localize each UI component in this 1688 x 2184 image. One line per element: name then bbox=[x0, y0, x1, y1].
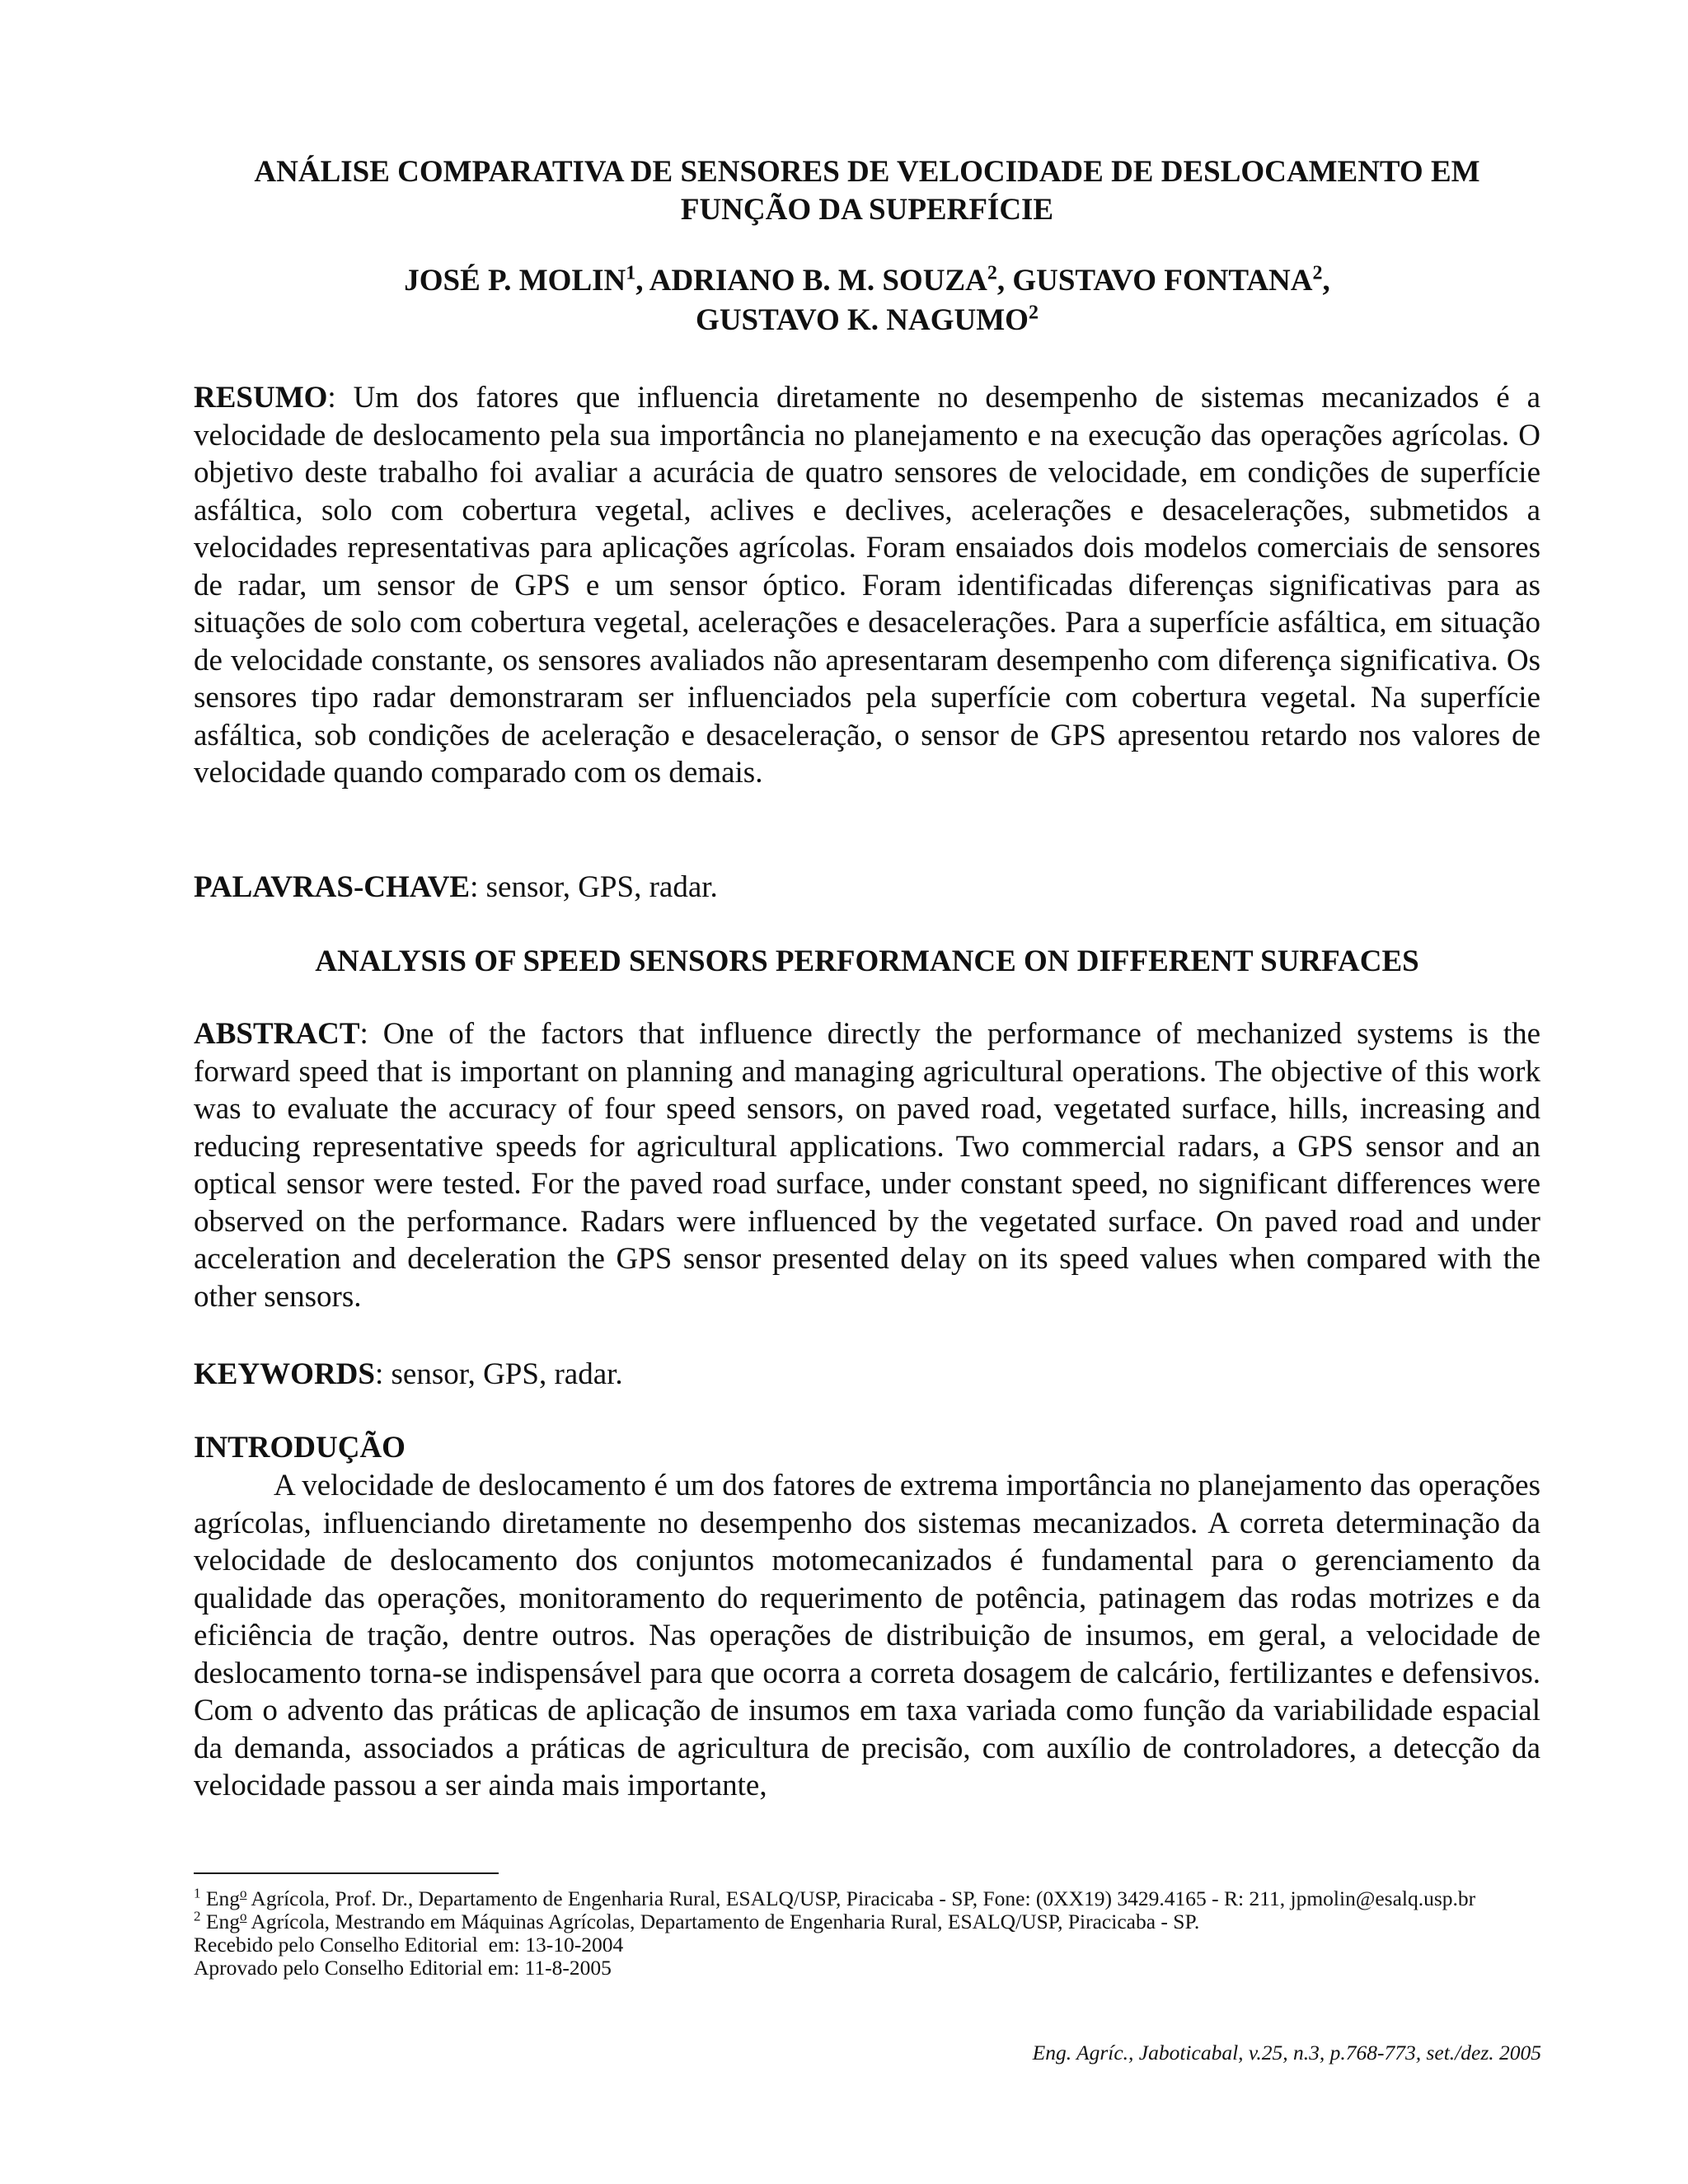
author-list bbox=[194, 261, 1540, 340]
paper-title-line-2: FUNÇÃO DA SUPERFÍCIE bbox=[680, 193, 1054, 227]
author-separator: , bbox=[996, 264, 1013, 298]
palavras-chave-label: PALAVRAS-CHAVE bbox=[194, 870, 471, 904]
author-name: ADRIANO B. M. SOUZA bbox=[649, 264, 987, 298]
author-separator: , bbox=[635, 264, 649, 298]
received-date: Recebido pelo Conselho Editorial em: 13-10-2004 bbox=[194, 1933, 624, 1957]
author-name: GUSTAVO FONTANA bbox=[1012, 264, 1313, 298]
resumo-label: RESUMO bbox=[194, 381, 328, 415]
approved-date: Aprovado pelo Conselho Editorial em: 11-8-2005 bbox=[194, 1956, 612, 1980]
footnote-ordinal: o bbox=[239, 1885, 247, 1901]
keywords-paragraph bbox=[194, 1356, 1540, 1394]
affiliation-mark: 1 bbox=[626, 262, 636, 284]
footnote-separator bbox=[194, 1872, 499, 1874]
footnote-mark: 1 bbox=[194, 1885, 201, 1901]
keywords-label: KEYWORDS bbox=[194, 1357, 375, 1391]
affiliation-mark: 2 bbox=[987, 262, 997, 284]
author-name: GUSTAVO K. NAGUMO bbox=[696, 303, 1029, 337]
affiliation-mark: 2 bbox=[1028, 302, 1039, 324]
abstract-label: ABSTRACT bbox=[194, 1017, 360, 1051]
author-line-1 bbox=[194, 261, 1540, 301]
author-line-2 bbox=[194, 301, 1540, 340]
footnote-2-text: Agrícola, Mestrando em Máquinas Agrícolas, Departamento de Engenharia Rural, ESALQ/USP, Piracicaba - SP. bbox=[246, 1910, 1200, 1933]
paper-title-line-1: ANÁLISE COMPARATIVA DE SENSORES DE VELOCIDADE DE DESLOCAMENTO EM bbox=[254, 155, 1480, 189]
footnote-ordinal: o bbox=[239, 1908, 247, 1924]
keywords-text: : sensor, GPS, radar. bbox=[374, 1357, 623, 1391]
footnote-2 bbox=[194, 1910, 1540, 1933]
introducao-heading: INTRODUÇÃO bbox=[194, 1431, 406, 1465]
abstract-text: : One of the factors that influence directly the performance of mechanized systems is the forward speed that is important on planning and managing agricultural operations. The objective of this work was to evaluate the accuracy of four speed sensors, on paved road, vegetated surface, hills, increasing and reducing representative speeds for agricultural applications. Two commercial radars, a GPS sensor and an optical sensor were tested. For the paved road surface, under constant speed, no significant differences were observed on the performance. Radars were influenced by the vegetated surface. On paved road and under acceleration and deceleration the GPS sensor presented delay on its speed values when compared with the other sensors. bbox=[194, 1017, 1540, 1314]
abstract-paragraph bbox=[194, 1015, 1540, 1315]
journal-citation: Eng. Agríc., Jaboticabal, v.25, n.3, p.768-773, set./dez. 2005 bbox=[1032, 2041, 1541, 2064]
author-name: JOSÉ P. MOLIN bbox=[404, 264, 626, 298]
footnote-1 bbox=[194, 1887, 1540, 1910]
resumo-text: : Um dos fatores que influencia diretamente no desempenho de sistemas mecanizados é a velocidade de deslocamento pela sua importância no planejamento e na execução das operações agrícolas. O objetivo deste trabalho foi avaliar a acurácia de quatro sensores de velocidade, em condições de superfície asfáltica, solo com cobertura vegetal, aclives e declives, acelerações e desacelerações, submetidos a velocidades representativas para aplicações agrícolas. Foram ensaiados dois modelos comerciais de sensores de radar, um sensor de GPS e um sensor óptico. Foram identificadas diferenças significativas para as situações de solo com cobertura vegetal, acelerações e desacelerações. Para a superfície asfáltica, em situação de velocidade constante, os sensores avaliados não apresentaram desempenho com diferença significativa. Os sensores tipo radar demonstraram ser influenciados pela superfície com cobertura vegetal. Na superfície asfáltica, sob condições de aceleração e desaceleração, o sensor de GPS apresentou retardo nos valores de velocidade quando comparado com os demais. bbox=[194, 381, 1540, 790]
footnotes bbox=[194, 1887, 1540, 1980]
footnote-mark: 2 bbox=[194, 1908, 201, 1924]
footnote-eng: Eng bbox=[205, 1910, 240, 1933]
resumo-paragraph bbox=[194, 379, 1540, 792]
affiliation-mark: 2 bbox=[1312, 262, 1323, 284]
palavras-chave-paragraph bbox=[194, 869, 1540, 907]
paper-title bbox=[194, 153, 1540, 229]
footnote-eng: Eng bbox=[205, 1886, 240, 1910]
palavras-chave-text: : sensor, GPS, radar. bbox=[470, 870, 718, 904]
author-separator: , bbox=[1322, 264, 1330, 298]
introducao-paragraph: A velocidade de deslocamento é um dos fatores de extrema importância no planejamento das operações agrícolas, influenciando diretamente no desempenho dos sistemas mecanizados. A correta determinação da velocidade de deslocamento dos conjuntos motomecanizados é fundamental para o gerenciamento da qualidade das operações, monitoramento do requerimento de potência, patinagem das rodas motrizes e da eficiência de tração, dentre outros. Nas operações de distribuição de insumos, em geral, a velocidade de deslocamento torna-se indispensável para que ocorra a correta dosagem de calcário, fertilizantes e defensivos. Com o advento das práticas de aplicação de insumos em taxa variada como função da variabilidade espacial da demanda, associados a práticas de agricultura de precisão, com auxílio de controladores, a detecção da velocidade passou a ser ainda mais importante, bbox=[194, 1469, 1540, 1802]
english-title: ANALYSIS OF SPEED SENSORS PERFORMANCE ON DIFFERENT SURFACES bbox=[315, 944, 1419, 978]
footnote-1-text: Agrícola, Prof. Dr., Departamento de Engenharia Rural, ESALQ/USP, Piracicaba - SP, Fone: (0XX19) 3429.4165 - R: 211, jpmolin@esalq.usp.br bbox=[246, 1886, 1476, 1910]
